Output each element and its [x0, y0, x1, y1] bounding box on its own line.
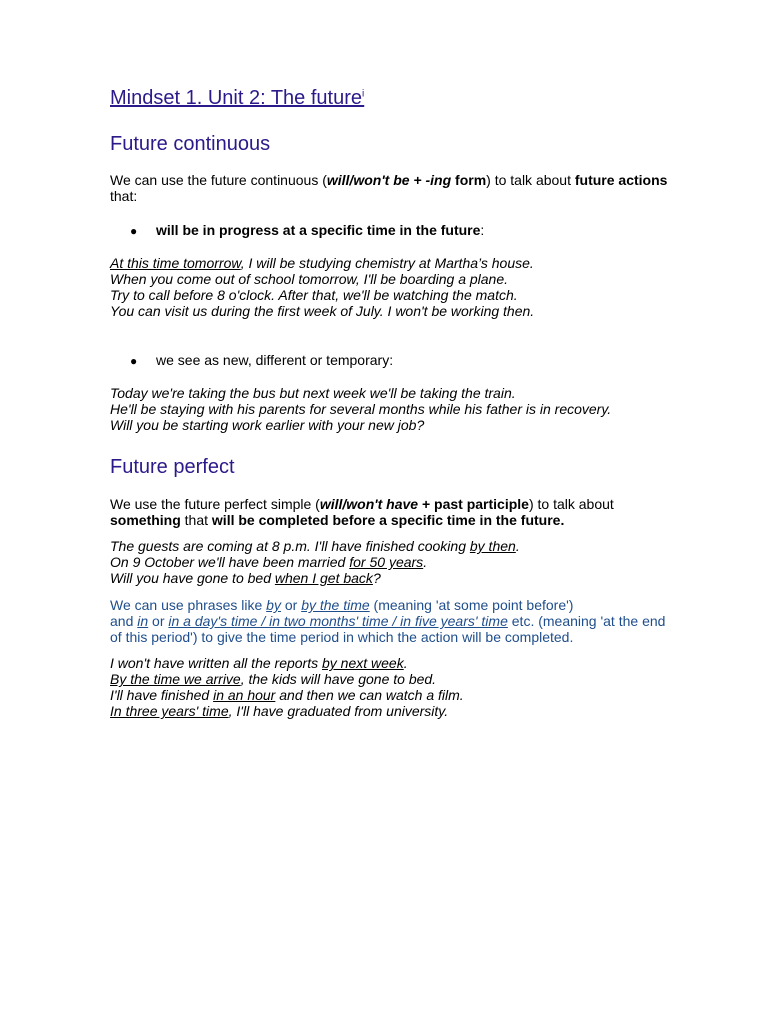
time-phrases-note: We can use phrases like by or by the time (meaning 'at some point before') and in or in a day's time / in two months' time / in five years' time etc. (meaning 'at the end of this period') to give the time period in which the action will be completed.	[110, 597, 666, 645]
example-line: The guests are coming at 8 p.m. I'll have finished cooking by then.	[110, 538, 520, 554]
example-line: Will you have gone to bed when I get back?	[110, 570, 381, 586]
bullet-dot: ●	[130, 354, 138, 368]
examples-temporary	[110, 385, 670, 433]
example-line: By the time we arrive, the kids will have gone to bed.	[110, 671, 437, 687]
examples-in-progress	[110, 255, 670, 319]
example-line: When you come out of school tomorrow, I'll be boarding a plane.	[110, 271, 509, 287]
heading-future-continuous: Future continuous	[110, 133, 271, 155]
example-line: Will you be starting work earlier with your new job?	[110, 417, 425, 433]
examples-time-phrases	[110, 655, 670, 719]
example-line: Today we're taking the bus but next week we'll be taking the train.	[110, 385, 516, 401]
example-line: Try to call before 8 o'clock. After that, we'll be watching the match.	[110, 287, 518, 303]
example-line: You can visit us during the first week of July. I won't be working then.	[110, 303, 535, 319]
example-line: At this time tomorrow, I will be studying chemistry at Martha’s house.	[110, 255, 534, 271]
future-continuous-intro: We can use the future continuous (will/won't be + -ing form) to talk about future actions that:	[110, 172, 668, 204]
example-line: He'll be staying with his parents for several months while his father is in recovery.	[110, 401, 612, 417]
document-title: Mindset 1. Unit 2: The future$^i$	[110, 87, 365, 109]
example-line: I won't have written all the reports by next week.	[110, 655, 408, 671]
future-perfect-intro: We use the future perfect simple (will/won't have + past participle) to talk about something that will be completed before a specific time in the future.	[110, 496, 614, 528]
bullet-temporary: ● we see as new, different or temporary:	[130, 352, 394, 368]
bullet-in-progress: ● will be in progress at a specific time in the future:	[130, 222, 485, 238]
example-line: On 9 October we'll have been married for 50 years.	[110, 554, 428, 570]
heading-future-perfect: Future perfect	[110, 456, 235, 478]
footnote-mark[interactable]: i	[361, 88, 365, 100]
example-line: In three years' time, I'll have graduated from university.	[110, 703, 449, 719]
example-line: I'll have finished in an hour and then we can watch a film.	[110, 687, 464, 703]
bullet-dot: ●	[130, 224, 138, 238]
examples-completed	[110, 538, 670, 586]
